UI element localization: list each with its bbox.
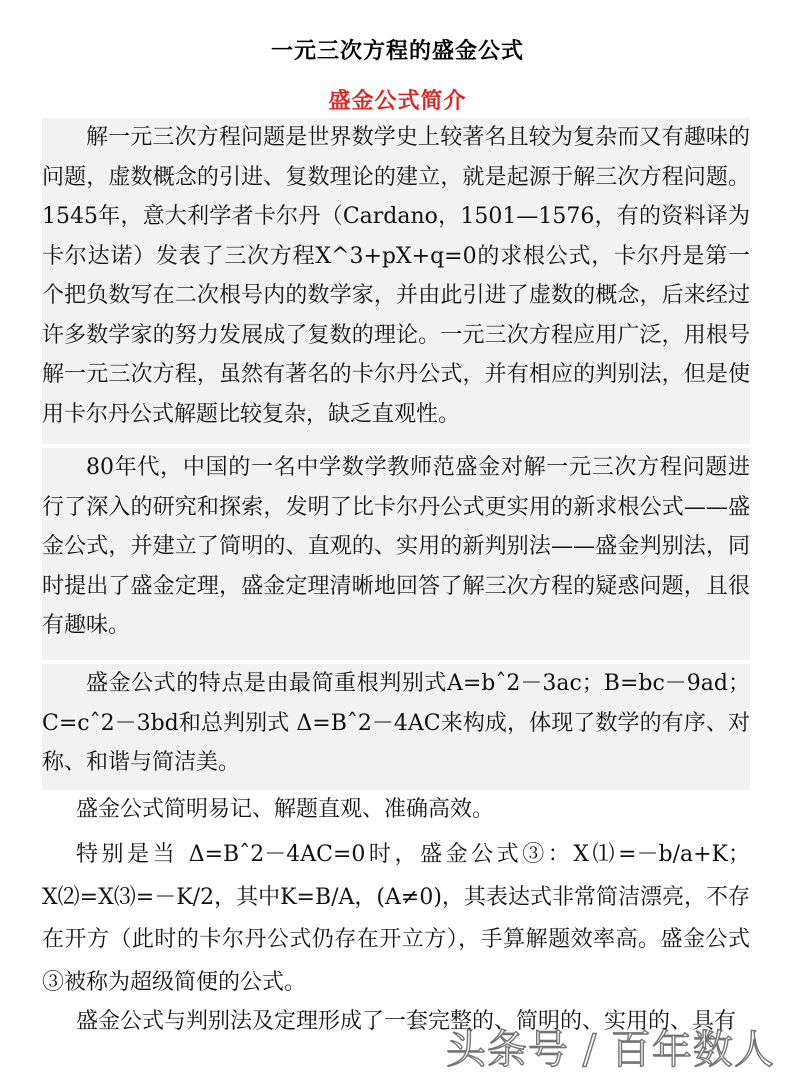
paragraph-summary: 盛金公式简明易记、解题直观、准确高效。 <box>76 797 495 822</box>
paragraph-conclusion: 盛金公式与判别法及定理形成了一套完整的、简明的、实用的、具有 <box>76 1009 737 1034</box>
watermark: 头条号 / 百年数人 <box>446 1027 775 1073</box>
paragraph-features: 盛金公式的特点是由最简重根判别式A=bˆ2－3ac；B=bc－9ad；C=cˆ2－3bd和总判别式 Δ=Bˆ2－4AC来构成，体现了数学的有序、对称、和谐与简洁美。 <box>42 664 750 790</box>
paragraph-history: 解一元三次方程问题是世界数学史上较著名且较为复杂而又有趣味的问题，虚数概念的引进、复数理论的建立，就是起源于解三次方程问题。1545年，意大利学者卡尔丹（Cardano，1501—1576，有的资料译为卡尔达诺）发表了三次方程X^3+pX+q=0的求根公式，卡尔丹是第一个把负数写在二次根号内的数学家，并由此引进了虚数的概念，后来经过许多数学家的努力发展成了复数的理论。一元三次方程应用广泛，用根号解一元三次方程，虽然有著名的卡尔丹公式，并有相应的判别法，但是使用卡尔丹公式解题比较复杂，缺乏直观性。 <box>42 118 750 444</box>
section-subtitle: 盛金公式简介 <box>328 88 467 114</box>
paragraph-invention: 80年代，中国的一名中学数学教师范盛金对解一元三次方程问题进行了深入的研究和探索，发明了比卡尔丹公式更实用的新求根公式——盛金公式，并建立了简明的、直观的、实用的新判别法——盛金判别法，同时提出了盛金定理，盛金定理清晰地回答了解三次方程的疑惑问题，且很有趣味。 <box>42 448 750 660</box>
document-title: 一元三次方程的盛金公式 <box>270 38 524 64</box>
paragraph-special-case: 特别是当 Δ=Bˆ2－4AC=0时，盛金公式③：X⑴=－b/a+K；X⑵=X⑶=－K/2，其中K=B/A，(A≠0)，其表达式非常简洁漂亮，不存在开方（此时的卡尔丹公式仍存在开立方），手算解题效率高。盛金公式③被称为超级简便的公式。 <box>42 842 750 995</box>
